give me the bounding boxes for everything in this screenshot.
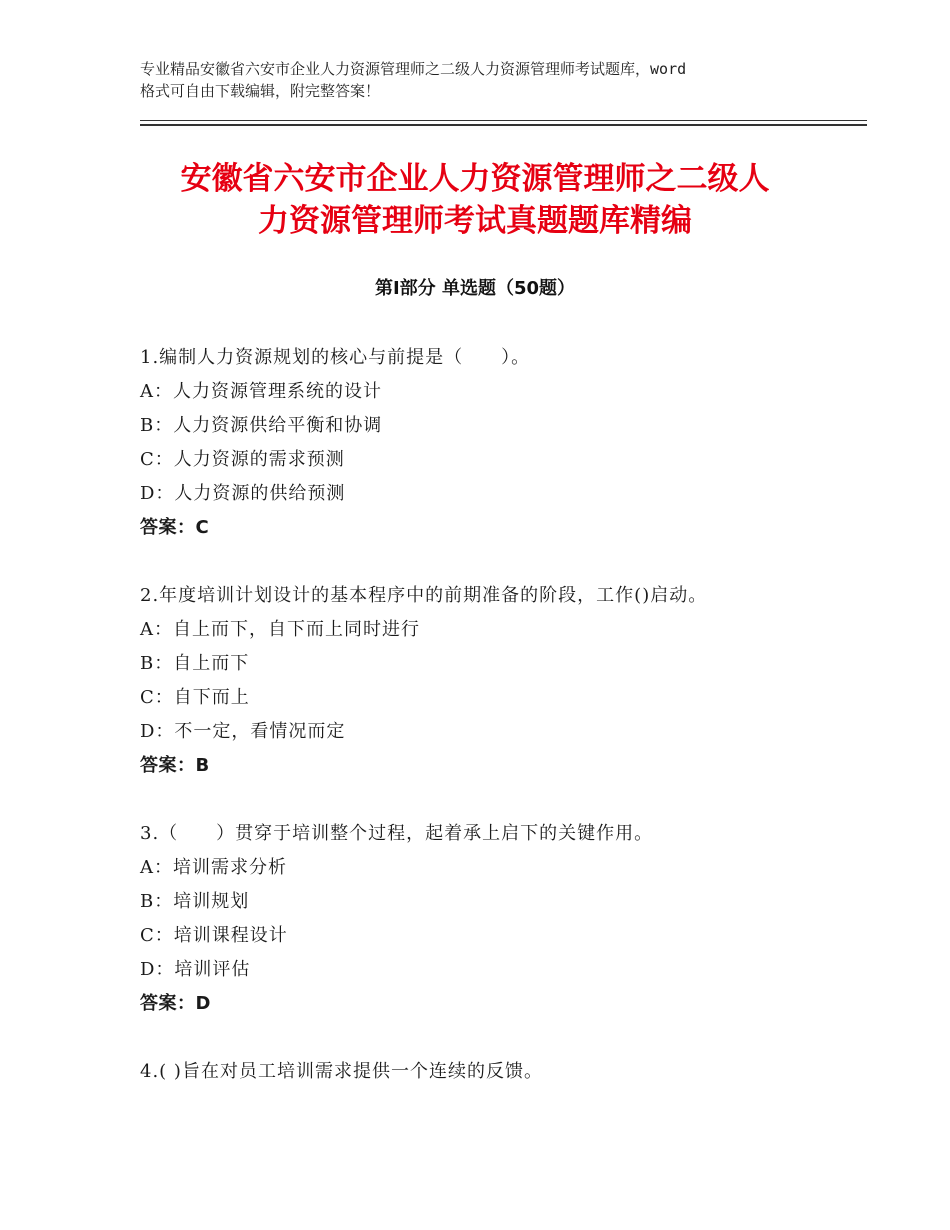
answer-label: 答案：C <box>140 517 210 538</box>
option-c: C：自下而上 <box>140 687 250 708</box>
option-b: B：培训规划 <box>140 891 250 912</box>
question-stem: 3.（ ）贯穿于培训整个过程，起着承上启下的关键作用。 <box>140 823 654 844</box>
question-2 <box>140 579 840 783</box>
question-4 <box>140 1055 840 1089</box>
option-c: C：人力资源的需求预测 <box>140 449 345 470</box>
header-note-line-1: 专业精品安徽省六安市企业人力资源管理师之二级人力资源管理师考试题库，word <box>140 60 687 78</box>
option-d: D：不一定，看情况而定 <box>140 721 346 742</box>
option-c: C：培训课程设计 <box>140 925 288 946</box>
option-b: B：人力资源供给平衡和协调 <box>140 415 383 436</box>
option-a: A：人力资源管理系统的设计 <box>140 381 382 402</box>
question-stem: 2.年度培训计划设计的基本程序中的前期准备的阶段，工作()启动。 <box>140 585 708 606</box>
option-a: A：培训需求分析 <box>140 857 287 878</box>
option-a: A：自上而下，自下而上同时进行 <box>140 619 420 640</box>
question-1 <box>140 341 840 545</box>
section-title: 第Ⅰ部分 单选题（50题） <box>374 278 575 299</box>
option-d: D：培训评估 <box>140 959 251 980</box>
document-title <box>120 158 830 242</box>
document-title-line-2: 力资源管理师考试真题题库精编 <box>258 203 692 239</box>
question-stem: 4.( )旨在对员工培训需求提供一个连续的反馈。 <box>140 1061 543 1082</box>
header-note-line-2: 格式可自由下载编辑，附完整答案！ <box>140 82 381 100</box>
header-note <box>140 58 830 102</box>
question-list <box>140 341 840 1123</box>
document-title-line-1: 安徽省六安市企业人力资源管理师之二级人 <box>180 161 770 197</box>
option-b: B：自上而下 <box>140 653 250 674</box>
answer-label: 答案：D <box>140 993 211 1014</box>
answer-label: 答案：B <box>140 755 210 776</box>
header-divider <box>140 120 867 126</box>
option-d: D：人力资源的供给预测 <box>140 483 346 504</box>
question-3 <box>140 817 840 1021</box>
question-stem: 1.编制人力资源规划的核心与前提是（ ）。 <box>140 347 531 368</box>
